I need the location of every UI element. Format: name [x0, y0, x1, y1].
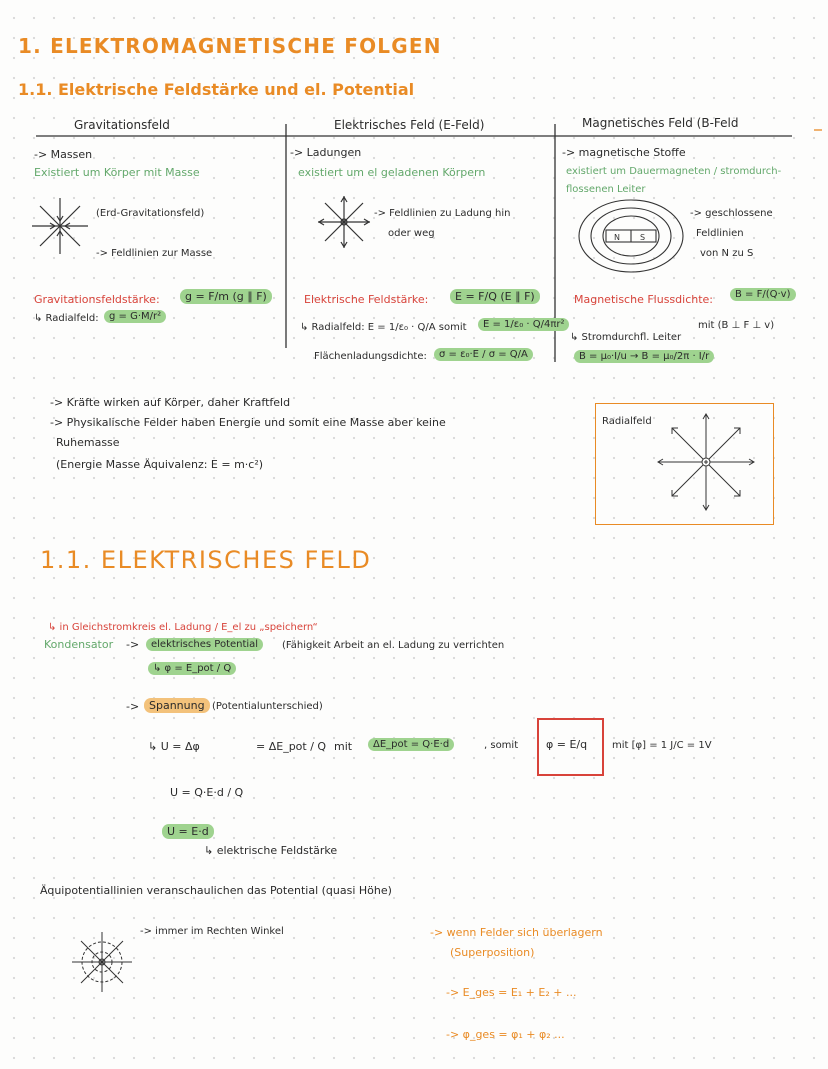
magn-leiter-label: ↳ Stromdurchfl. Leiter	[570, 332, 682, 343]
grav-line3: (Erd-Gravitationsfeld)	[96, 208, 205, 219]
kond-label: Kondensator	[44, 638, 114, 651]
note-line1: -> Kräfte wirken auf Körper, daher Kraftfeld	[50, 396, 291, 409]
elektrisches-potential: elektrisches Potential	[146, 638, 263, 651]
main-heading: 1. ELEKTROMAGNETISCHE FOLGEN	[18, 34, 442, 58]
radialfeld-label: Radialfeld	[602, 416, 652, 427]
u-energy-formula: = ΔE_pot / Q	[256, 740, 327, 753]
phi-unit: mit [φ] = 1 J/C = 1V	[612, 740, 712, 751]
elek-line4: oder weg	[388, 228, 435, 239]
elek-radial-formula: E = 1/ε₀ · Q/4πr²	[478, 318, 569, 331]
magn-flussdichte-label: Magnetische Flussdichte:	[574, 293, 713, 306]
elek-fieldstrength-label: Elektrische Feldstärke:	[304, 293, 429, 306]
rechter-winkel-note: -> immer im Rechten Winkel	[140, 926, 284, 937]
elek-line1: -> Ladungen	[290, 146, 362, 159]
note-line3: Ruhemasse	[56, 436, 120, 449]
grav-fieldstrength-formula: g = F/m (g ∥ F)	[180, 289, 272, 304]
magn-header: Magnetisches Feld (B-Feld	[582, 116, 739, 130]
magn-line3: flossenen Leiter	[566, 184, 646, 195]
grav-radial-label: ↳ Radialfeld:	[34, 313, 99, 324]
magnet-north: N	[614, 233, 620, 242]
grav-fieldstrength-label: Gravitationsfeldstärke:	[34, 293, 160, 306]
grav-line1: -> Massen	[34, 148, 93, 161]
elek-flaechenladung-label: Flächenladungsdichte:	[314, 351, 427, 362]
magn-line5: Feldlinien	[696, 228, 744, 239]
u-result-note: ↳ elektrische Feldstärke	[204, 844, 338, 857]
spannung-desc: (Potentialunterschied)	[212, 701, 323, 712]
aequipotential-text: Äquipotentiallinien veranschaulichen das Potential (quasi Höhe)	[40, 884, 392, 897]
magn-line4: -> geschlossene	[690, 208, 773, 219]
magn-perpendicular: mit (B ⊥ F ⊥ v)	[698, 320, 775, 331]
mit-label: mit	[334, 740, 353, 753]
sub-heading: 1.1. Elektrische Feldstärke und el. Potential	[18, 80, 415, 99]
section-title: 1.1. ELEKTRISCHES FELD	[40, 546, 372, 574]
potential-formula: ↳ φ = E_pot / Q	[148, 662, 236, 675]
equipotential-icon	[70, 930, 134, 994]
magnet-south: S	[640, 233, 646, 242]
elek-header: Elektrisches Feld (E-Feld)	[334, 118, 485, 132]
superposition-phi-formula: -> φ_ges = φ₁ + φ₂ ...	[446, 1028, 565, 1041]
spannung-label: Spannung	[144, 698, 210, 713]
phi-result-formula: φ = E/q	[546, 738, 588, 751]
note-line2: -> Physikalische Felder haben Energie und somit eine Masse aber keine	[50, 416, 446, 429]
kond-line1: ↳ in Gleichstromkreis el. Ladung / E_el zu „speichern“	[48, 622, 318, 633]
superposition-line1: -> wenn Felder sich überlagern	[430, 926, 603, 939]
grav-header: Gravitationsfeld	[74, 118, 170, 132]
radial-field-icon	[654, 410, 758, 514]
kond-arrow: ->	[126, 638, 140, 651]
superposition-e-formula: -> E_ges = E₁ + E₂ + ...	[446, 986, 577, 999]
magn-line6: von N zu S	[700, 248, 754, 259]
u-result: U = E·d	[162, 824, 214, 839]
kond-definition: (Fähigkeit Arbeit an el. Ladung zu verrichten	[282, 640, 505, 651]
grav-line2: Existiert um Körper mit Masse	[34, 166, 200, 179]
elek-flaechenladung-formula: σ = ε₀·E / σ = Q/A	[434, 348, 533, 361]
elek-line2: existiert um el geladenen Körpern	[298, 166, 486, 179]
electric-field-icon	[316, 194, 372, 250]
magn-line2: existiert um Dauermagneten / stromdurch-	[566, 166, 782, 177]
grav-radial-formula: g = G·M/r²	[104, 310, 166, 323]
grav-line4: -> Feldlinien zur Masse	[96, 248, 213, 259]
elek-fieldstrength-formula: E = F/Q (E ∥ F)	[450, 289, 540, 304]
elek-radial-line: ↳ Radialfeld: E = 1/ε₀ · Q/A somit	[300, 322, 467, 333]
superposition-line2: (Superposition)	[450, 946, 535, 959]
gravity-field-icon	[30, 196, 90, 256]
magn-flussdichte-formula: B = F/(Q·v)	[730, 288, 796, 301]
u-substitution: U = Q·E·d / Q	[170, 786, 244, 799]
magn-leiter-formula: B = μ₀·I/u → B = μ₀/2π · I/r	[574, 350, 714, 363]
somit-label: , somit	[484, 740, 519, 751]
spannung-arrow: ->	[126, 700, 140, 713]
bar-magnet-icon	[576, 196, 686, 276]
u-delta-phi: ↳ U = Δφ	[148, 740, 200, 753]
note-line4: (Energie Masse Äquivalenz: E = m·c²)	[56, 458, 264, 471]
magn-line1: -> magnetische Stoffe	[562, 146, 686, 159]
elek-line3: -> Feldlinien zu Ladung hin	[374, 208, 511, 219]
delta-epot-formula: ΔE_pot = Q·E·d	[368, 738, 454, 751]
